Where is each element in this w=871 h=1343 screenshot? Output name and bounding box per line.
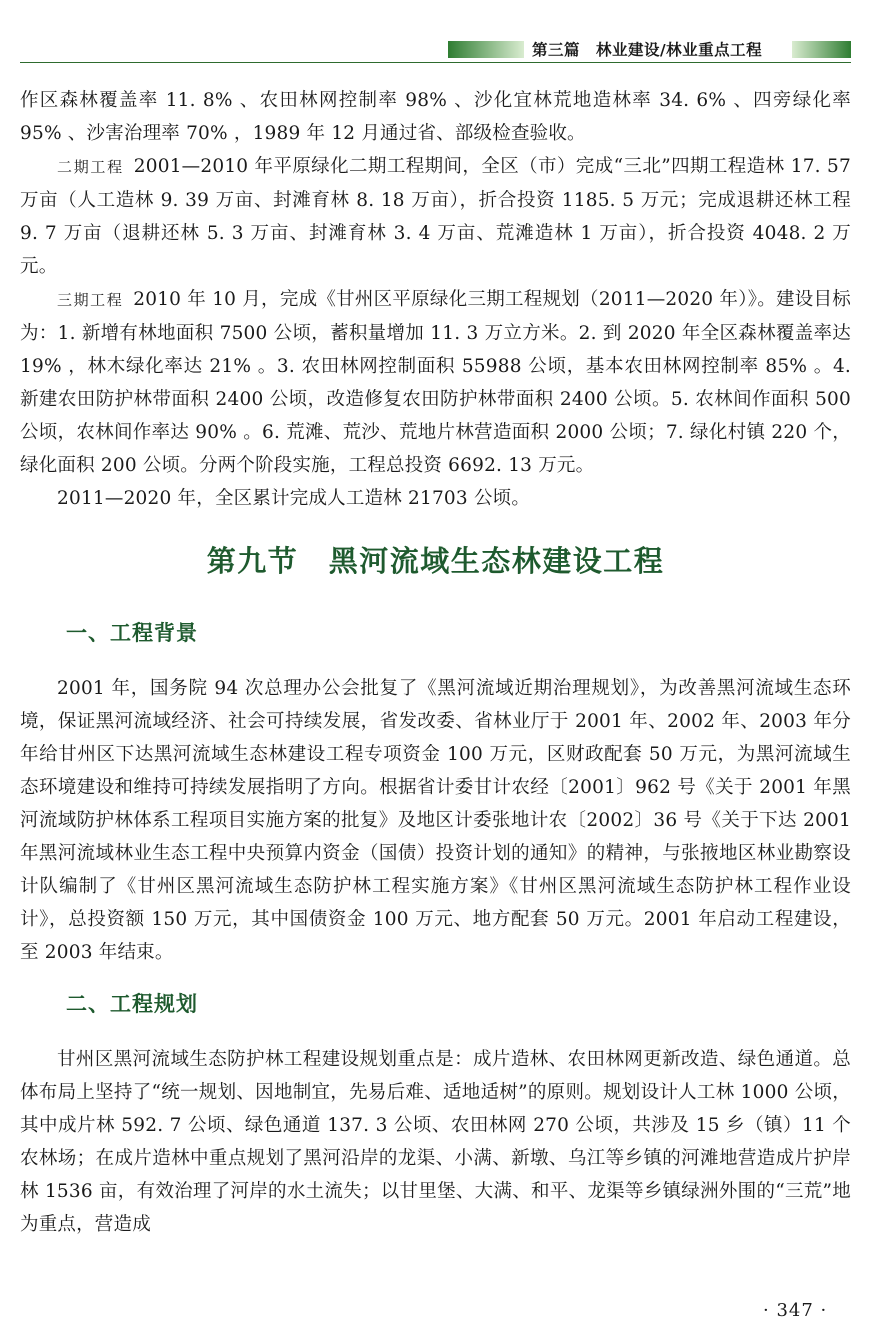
- phase-2-lead: 二期工程: [57, 158, 124, 176]
- paragraph-phase-3: [20, 283, 851, 482]
- paragraph-background: 2001 年，国务院 94 次总理办公会批复了《黑河流域近期治理规划》，为改善黑河流域生态环境，保证黑河流域经济、社会可持续发展，省发改委、省林业厅于 2001 年、2002 年、2003 年分年给甘州区下达黑河流域生态林建设工程专项资金 100 万元，区财政配套 50 万元，为黑河流域生态环境建设和维持可持续发展指明了方向。根据省计委甘计农经〔2001〕962 号《关于 2001 年黑河流域防护林体系工程项目实施方案的批复》及地区计委张地计农〔2002〕36 号《关于下达 2001 年黑河流域林业生态工程中央预算内资金（国债）投资计划的通知》的精神，与张掖地区林业勘察设计队编制了《甘州区黑河流域生态防护林工程实施方案》《甘州区黑河流域生态防护林工程作业设计》，总投资额 150 万元，其中国债资金 100 万元、地方配套 50 万元。2001 年启动工程建设，至 2003 年结束。: [20, 678, 851, 963]
- phase-2-text: 2001—2010 年平原绿化二期工程期间，全区（市）完成“三北”四期工程造林 17. 57 万亩（人工造林 9. 39 万亩、封滩育林 8. 18 万亩），折合投资 1185. 5 万元；完成退耕还林工程 9. 7 万亩（退耕还林 5. 3 万亩、封滩育林 3. 4 万亩、荒滩造林 1 万亩），折合投资 4048. 2 万元。: [20, 156, 851, 277]
- page-body: [20, 84, 851, 1241]
- paragraph-phase-2: [20, 150, 851, 283]
- page-header: [20, 37, 851, 63]
- running-header-title: 第三篇 林业建设/林业重点工程: [532, 41, 763, 59]
- header-decor-bar-left: [448, 41, 524, 58]
- paragraph-planning: 甘州区黑河流域生态防护林工程建设规划重点是：成片造林、农田林网更新改造、绿色通道。总体布局上坚持了“统一规划、因地制宜，先易后难、适地适树”的原则。规划设计人工林 1000 公顷，其中成片林 592. 7 公顷、绿色通道 137. 3 公顷、农田林网 270 公顷，共涉及 15 乡（镇）11 个农林场；在成片造林中重点规划了黑河沿岸的龙渠、小满、新墩、乌江等乡镇的河滩地营造成片护岸林 1536 亩，有效治理了河岸的水土流失；以甘里堡、大满、和平、龙渠等乡镇绿洲外围的“三荒”地为重点，营造成: [20, 1049, 851, 1235]
- header-decor-bar-right: [792, 41, 851, 58]
- phase-3-lead: 三期工程: [57, 291, 124, 309]
- paragraph-continued: 作区森林覆盖率 11. 8% 、农田林网控制率 98% 、沙化宜林荒地造林率 34. 6% 、四旁绿化率 95% 、沙害治理率 70% ，1989 年 12 月通过省、部级检查验收。: [20, 90, 851, 144]
- phase-3-text: 2010 年 10 月，完成《甘州区平原绿化三期工程规划（2011—2020 年）》。建设目标为：1. 新增有林地面积 7500 公顷，蓄积量增加 11. 3 万立方米。2. 到 2020 年全区森林覆盖率达 19% ，林木绿化率达 21% 。3. 农田林网控制面积 55988 公顷，基本农田林网控制率 85% 。4. 新建农田防护林带面积 2400 公顷，改造修复农田防护林带面积 2400 公顷。5. 农林间作面积 500 公顷，农林间作率达 90% 。6. 荒滩、荒沙、荒地片林营造面积 2000 公顷；7. 绿化村镇 220 个，绿化面积 200 公顷。分两个阶段实施，工程总投资 6692. 13 万元。: [20, 289, 851, 476]
- subsection-2-title: 二、工程规划: [66, 992, 198, 1016]
- page-number: · 347 ·: [763, 1300, 828, 1321]
- subsection-1-title: 一、工程背景: [66, 621, 198, 645]
- paragraph-summary: 2011—2020 年，全区累计完成人工造林 21703 公顷。: [57, 488, 531, 509]
- section-title: 第九节 黑河流域生态林建设工程: [206, 544, 665, 578]
- header-rule: [20, 62, 851, 63]
